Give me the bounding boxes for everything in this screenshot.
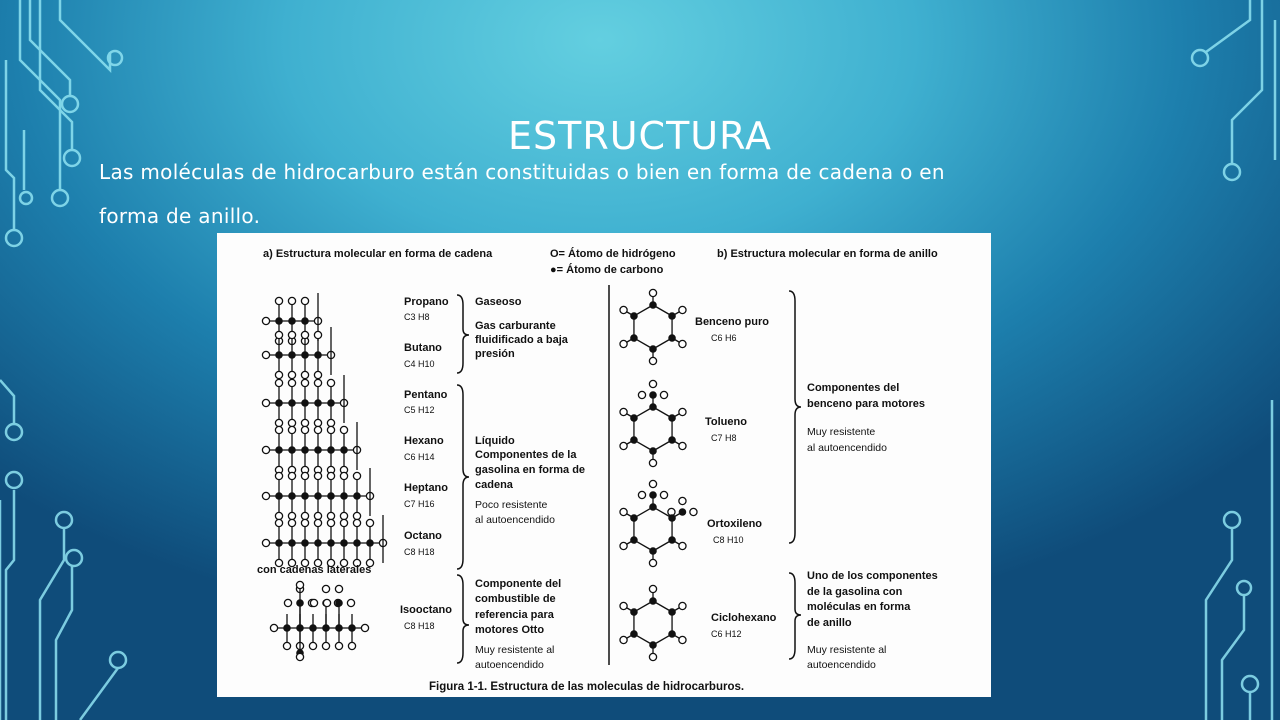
carbon-atom [630, 312, 638, 320]
body-text [99, 150, 1179, 238]
chain-name-heptano: Heptano [404, 482, 448, 494]
liquid-group-line-6: al autoencendido [475, 514, 555, 526]
carbon-atom [348, 624, 356, 632]
liquid-group-line-2: Componentes de la [475, 449, 577, 461]
carbon-atom [340, 446, 348, 454]
hydrogen-atom [262, 539, 269, 546]
carbon-atom [353, 539, 361, 547]
hydrogen-atom [301, 331, 308, 338]
hydrogen-atom [323, 599, 330, 606]
iso-group-line-5: Muy resistente al [475, 644, 555, 656]
benzene-group-line-2: benceno para motores [807, 398, 925, 410]
hydrogen-atom [288, 419, 295, 426]
chain-formula-hexano: C6 H14 [404, 452, 435, 462]
hydrogen-atom [314, 426, 321, 433]
ring-formula-ciclohexano: C6 H12 [711, 629, 742, 639]
carbon-atom [630, 334, 638, 342]
hydrogen-atom [262, 317, 269, 324]
hydrogen-atom [288, 512, 295, 519]
group-braces [457, 291, 801, 663]
carbon-atom [275, 446, 283, 454]
hydrogen-atom [340, 512, 347, 519]
ring-name-tolueno: Tolueno [705, 416, 747, 428]
hydrogen-atom [353, 512, 360, 519]
section-a-header: a) Estructura molecular en forma de cadena [263, 248, 493, 260]
hydrogen-atom [679, 408, 686, 415]
hydrogen-atom [366, 519, 373, 526]
carbon-atom [679, 508, 687, 516]
carbon-atom [630, 536, 638, 544]
hydrogen-atom [679, 602, 686, 609]
liquid-group-line-1: Líquido [475, 435, 515, 447]
figure-caption: Figura 1-1. Estructura de las moleculas de hidrocarburos. [429, 681, 745, 693]
hydrogen-atom [347, 599, 354, 606]
liquid-group-line-4: cadena [475, 479, 513, 491]
hydrogen-atom [620, 636, 627, 643]
hydrogen-atom [660, 491, 667, 498]
carbon-atom [301, 492, 309, 500]
hydrocarbon-figure [217, 233, 991, 697]
carbon-atom [649, 391, 657, 399]
ring-name-ciclohexano: Ciclohexano [711, 612, 777, 624]
chain-molecule [262, 375, 347, 427]
hydrogen-atom [288, 379, 295, 386]
hydrogen-atom [262, 446, 269, 453]
ring-labels [695, 316, 777, 639]
carbon-atom [288, 399, 296, 407]
carbon-atom [314, 399, 322, 407]
hydrogen-atom [275, 419, 282, 426]
chain-molecule [262, 515, 386, 567]
hydrogen-atom [314, 331, 321, 338]
hydrogen-atom [638, 491, 645, 498]
hydrogen-atom [327, 379, 334, 386]
hydrogen-atom [335, 585, 342, 592]
chain-name-octano: Octano [404, 530, 442, 542]
ring-molecule [620, 289, 686, 364]
cyclo-group-line-4: de anillo [807, 617, 852, 629]
carbon-atom [283, 624, 291, 632]
hydrogen-atom [275, 472, 282, 479]
chain-formula-octano: C8 H18 [404, 547, 435, 557]
carbon-atom [668, 414, 676, 422]
hydrogen-atom [288, 297, 295, 304]
side-chains-label: con cadenas laterales [257, 564, 372, 576]
carbon-atom [649, 641, 657, 649]
chain-name-isooctano: Isooctano [400, 604, 452, 616]
carbon-atom [668, 436, 676, 444]
section-b-header: b) Estructura molecular en forma de anillo [717, 248, 938, 260]
hydrogen-atom [327, 512, 334, 519]
hydrogen-atom [620, 340, 627, 347]
ring-formula-benceno: C6 H6 [711, 333, 737, 343]
hydrogen-atom [301, 472, 308, 479]
cyclohexane-group [807, 570, 938, 671]
liquid-group [475, 435, 585, 526]
chain-name-propano: Propano [404, 296, 449, 308]
hydrogen-atom [679, 442, 686, 449]
hydrogen-atom [270, 624, 277, 631]
benzene-group [807, 382, 925, 454]
hydrogen-atom [288, 519, 295, 526]
hydrogen-atom [361, 624, 368, 631]
hydrogen-atom [288, 426, 295, 433]
hydrogen-atom [314, 512, 321, 519]
hydrogen-atom [340, 519, 347, 526]
carbon-atom [649, 447, 657, 455]
hydrogen-atom [327, 519, 334, 526]
hydrogen-atom [335, 642, 342, 649]
cyclo-group-line-5: Muy resistente al [807, 644, 887, 656]
carbon-atom [340, 539, 348, 547]
hydrogen-atom [296, 581, 303, 588]
iso-group-line-4: motores Otto [475, 624, 545, 636]
hydrogen-atom [649, 480, 656, 487]
ring-name-benceno: Benceno puro [695, 316, 769, 328]
chain-name-hexano: Hexano [404, 435, 444, 447]
hydrogen-atom [353, 472, 360, 479]
hydrogen-atom [262, 351, 269, 358]
hydrogen-atom [314, 379, 321, 386]
hydrogen-atom [275, 512, 282, 519]
carbon-atom [649, 301, 657, 309]
carbon-atom [301, 539, 309, 547]
ring-formula-tolueno: C7 H8 [711, 433, 737, 443]
carbon-atom [335, 599, 343, 607]
hydrogen-atom [309, 642, 316, 649]
hydrogen-atom [275, 379, 282, 386]
hydrogen-atom [327, 426, 334, 433]
iso-group-line-2: combustible de [475, 593, 556, 605]
benzene-group-line-4: al autoencendido [807, 442, 887, 454]
hydrogen-atom [679, 497, 686, 504]
chain-molecule [262, 468, 373, 520]
hydrogen-atom [262, 492, 269, 499]
carbon-atom [288, 539, 296, 547]
hydrogen-atom [284, 599, 291, 606]
hydrogen-atom [275, 371, 282, 378]
gas-group-line-2: Gas carburante [475, 320, 556, 332]
hydrogen-atom [649, 559, 656, 566]
hydrogen-atom [301, 419, 308, 426]
circuit-right-bottom [1206, 400, 1272, 720]
hydrogen-atom [620, 602, 627, 609]
carbon-atom [309, 624, 317, 632]
cyclo-group-line-2: de la gasolina con [807, 586, 903, 598]
carbon-atom [668, 514, 676, 522]
carbon-atom [630, 436, 638, 444]
carbon-atom [668, 536, 676, 544]
hydrogen-atom [649, 459, 656, 466]
benzene-group-line-1: Componentes del [807, 382, 900, 394]
hydrogen-atom [660, 391, 667, 398]
hydrogen-atom [353, 519, 360, 526]
gas-group-line-1: Gaseoso [475, 296, 522, 308]
hydrogen-atom [301, 512, 308, 519]
carbon-atom [366, 539, 374, 547]
carbon-atom [630, 514, 638, 522]
hydrogen-atom [301, 371, 308, 378]
hydrogen-atom [340, 472, 347, 479]
carbon-atom [668, 334, 676, 342]
hydrogen-atom [314, 519, 321, 526]
carbon-atom [288, 492, 296, 500]
hydrogen-atom [620, 408, 627, 415]
hydrogen-atom [314, 419, 321, 426]
hydrogen-atom [283, 642, 290, 649]
chain-formula-propano: C3 H8 [404, 312, 430, 322]
carbon-atom [301, 351, 309, 359]
carbon-atom [327, 446, 335, 454]
benzene-group-line-3: Muy resistente [807, 426, 876, 438]
hydrogen-atom [314, 371, 321, 378]
ring-molecule [620, 380, 686, 466]
hydrogen-atom [301, 297, 308, 304]
carbon-atom [314, 492, 322, 500]
gas-group-line-4: presión [475, 348, 515, 360]
carbon-atom [301, 446, 309, 454]
chain-formula-isooctano: C8 H18 [404, 621, 435, 631]
hydrogen-atom [620, 442, 627, 449]
carbon-atom [630, 608, 638, 616]
carbon-atom [301, 399, 309, 407]
gas-group [475, 296, 569, 360]
hydrogen-atom [649, 585, 656, 592]
hydrogen-atom [620, 508, 627, 515]
chain-formula-heptano: C7 H16 [404, 499, 435, 509]
carbon-atom [649, 491, 657, 499]
chain-formula-pentano: C5 H12 [404, 405, 435, 415]
liquid-group-line-5: Poco resistente [475, 499, 548, 511]
hydrogen-atom [327, 472, 334, 479]
carbon-atom [288, 446, 296, 454]
hydrogen-atom [314, 472, 321, 479]
circuit-left-bottom [0, 380, 126, 720]
ring-formula-ortoxileno: C8 H10 [713, 535, 744, 545]
iso-group-line-6: autoencendido [475, 659, 544, 671]
carbon-atom [301, 317, 309, 325]
hydrogen-atom [301, 379, 308, 386]
carbon-atom [649, 597, 657, 605]
ring-name-ortoxileno: Ortoxileno [707, 518, 763, 530]
carbon-atom [340, 492, 348, 500]
carbon-atom [649, 403, 657, 411]
carbon-atom [630, 414, 638, 422]
carbon-atom [314, 351, 322, 359]
hydrogen-atom [275, 426, 282, 433]
hydrogen-atom [296, 653, 303, 660]
iso-group-line-3: referencia para [475, 609, 554, 621]
hydrogen-atom [275, 519, 282, 526]
chain-name-pentano: Pentano [404, 389, 448, 401]
liquid-group-line-3: gasolina en forma de [475, 464, 586, 476]
hydrogen-atom [649, 380, 656, 387]
hydrogen-atom [620, 306, 627, 313]
hydrogen-atom [322, 642, 329, 649]
body-text-line-1: Las moléculas de hidrocarburo están constituidas o bien en forma de cadena o en [99, 160, 945, 184]
gas-group-line-3: fluidificado a baja [475, 334, 568, 346]
carbon-atom [630, 630, 638, 638]
isooctane-molecule [270, 581, 368, 660]
iso-group-line-1: Componente del [475, 578, 562, 590]
carbon-atom [649, 503, 657, 511]
hydrogen-atom [679, 636, 686, 643]
chain-name-butano: Butano [404, 342, 442, 354]
carbon-atom [314, 446, 322, 454]
hydrogen-atom [301, 426, 308, 433]
hydrogen-atom [649, 289, 656, 296]
chain-labels [257, 296, 452, 631]
carbon-atom [275, 539, 283, 547]
hydrogen-atom [288, 371, 295, 378]
carbon-atom [668, 312, 676, 320]
chain-formula-butano: C4 H10 [404, 359, 435, 369]
carbon-atom [275, 492, 283, 500]
isooctane-group [475, 578, 561, 671]
chain-molecule [262, 327, 334, 379]
hydrogen-atom [301, 519, 308, 526]
chain-molecules [262, 293, 386, 661]
cyclo-group-line-3: moléculas en forma [807, 601, 911, 613]
slide-title: ESTRUCTURA [508, 114, 772, 158]
hydrogen-atom [310, 599, 317, 606]
hydrogen-atom [638, 391, 645, 398]
carbon-atom [649, 345, 657, 353]
hydrogen-atom [649, 357, 656, 364]
legend-hydrogen: O= Átomo de hidrógeno [550, 248, 676, 260]
ring-molecules [620, 289, 697, 660]
carbon-atom [327, 492, 335, 500]
ring-molecule [620, 585, 686, 660]
hydrogen-atom [288, 331, 295, 338]
hydrogen-atom [262, 399, 269, 406]
carbon-atom [275, 399, 283, 407]
carbon-atom [275, 317, 283, 325]
ring-molecule [620, 480, 697, 566]
carbon-atom [327, 539, 335, 547]
hydrogen-atom [679, 306, 686, 313]
hydrogen-atom [348, 642, 355, 649]
cyclo-group-line-1: Uno de los componentes [807, 570, 938, 582]
carbon-atom [649, 547, 657, 555]
figure-drawing [217, 233, 991, 697]
carbon-atom [327, 399, 335, 407]
hydrogen-atom [690, 508, 697, 515]
hydrogen-atom [288, 472, 295, 479]
hydrogen-atom [275, 297, 282, 304]
carbon-atom [314, 539, 322, 547]
carbon-atom [288, 317, 296, 325]
hydrogen-atom [620, 542, 627, 549]
hydrogen-atom [322, 585, 329, 592]
legend-carbon: ●= Átomo de carbono [550, 264, 664, 276]
hydrogen-atom [649, 653, 656, 660]
carbon-atom [275, 351, 283, 359]
carbon-atom [288, 351, 296, 359]
chain-molecule [262, 422, 360, 474]
carbon-atom [668, 630, 676, 638]
hydrogen-atom [275, 331, 282, 338]
hydrogen-atom [340, 426, 347, 433]
hydrogen-atom [679, 340, 686, 347]
carbon-atom [353, 492, 361, 500]
body-text-line-2: forma de anillo. [99, 204, 261, 228]
cyclo-group-line-6: autoencendido [807, 659, 876, 671]
carbon-atom [668, 608, 676, 616]
hydrogen-atom [327, 419, 334, 426]
hydrogen-atom [679, 542, 686, 549]
